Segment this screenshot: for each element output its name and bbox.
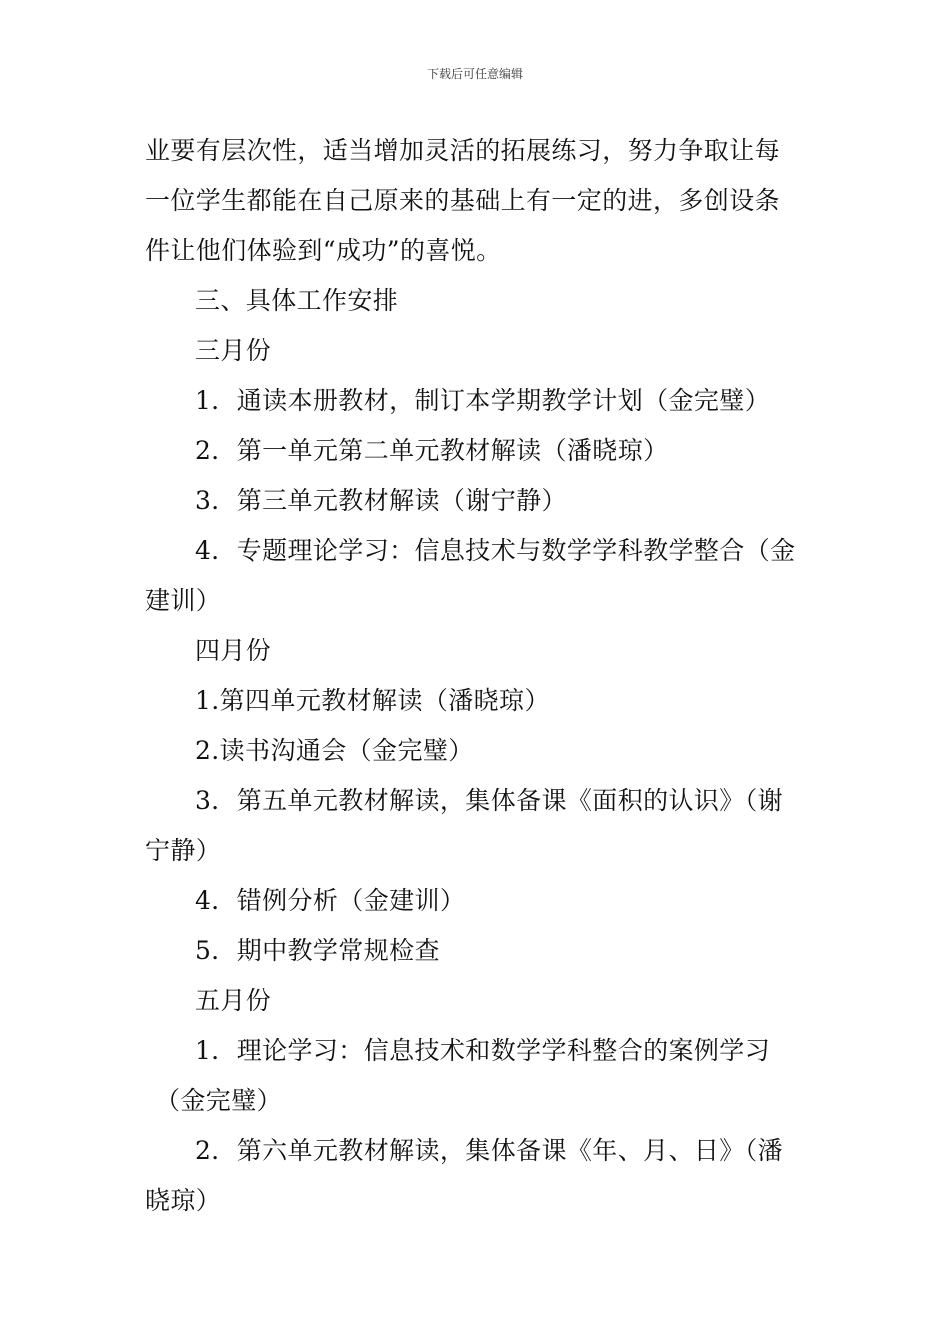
list-item: 5．期中教学常规检查: [195, 936, 440, 965]
month-heading-march: 三月份: [195, 336, 272, 365]
list-item-continuation: 宁静）: [145, 836, 222, 865]
section-heading: 三、具体工作安排: [195, 286, 399, 315]
list-item: 1．通读本册教材，制订本学期教学计划（金完璧）: [195, 386, 771, 415]
list-item: 3．第三单元教材解读（谢宁静）: [195, 486, 567, 515]
document-body: [145, 126, 807, 1226]
list-item: 2．第一单元第二单元教材解读（潘晓琼）: [195, 436, 669, 465]
list-item-continuation: 晓琼）: [145, 1186, 222, 1215]
page-header-note: 下载后可任意编辑: [426, 67, 523, 81]
paragraph-line: 件让他们体验到“成功”的喜悦。: [145, 236, 502, 265]
paragraph-line: 一位学生都能在自己原来的基础上有一定的进，多创设条: [145, 186, 781, 215]
month-heading-may: 五月份: [195, 986, 272, 1015]
paragraph-line: 业要有层次性，适当增加灵活的拓展练习，努力争取让每: [145, 136, 781, 165]
list-item: 3．第五单元教材解读，集体备课《面积的认识》（谢: [195, 786, 784, 815]
list-item-continuation: 建训）: [145, 586, 222, 615]
list-item-continuation: （金完璧）: [155, 1086, 283, 1115]
list-item: 2．第六单元教材解读，集体备课《年、月、日》（潘: [195, 1136, 784, 1165]
list-item: 4．错例分析（金建训）: [195, 886, 466, 915]
list-item: 4．专题理论学习：信息技术与数学学科教学整合（金: [195, 536, 796, 565]
list-item: 1．理论学习：信息技术和数学学科整合的案例学习: [195, 1036, 771, 1065]
list-item: 2.读书沟通会（金完璧）: [195, 736, 474, 765]
list-item: 1.第四单元教材解读（潘晓琼）: [195, 686, 550, 715]
month-heading-april: 四月份: [195, 636, 272, 665]
